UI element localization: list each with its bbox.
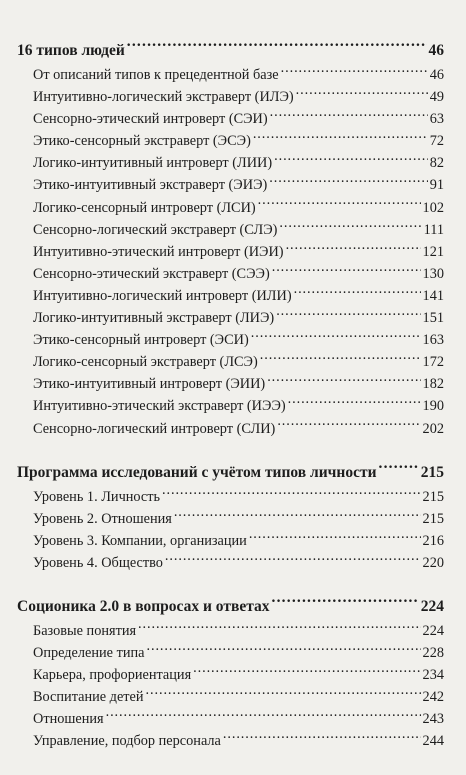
toc-item xyxy=(17,418,444,440)
dot-leader xyxy=(286,241,421,255)
dot-leader xyxy=(223,731,421,745)
toc-item-title: Отношения xyxy=(33,711,104,728)
dot-leader xyxy=(276,308,420,322)
toc-item-page: 215 xyxy=(422,510,444,527)
toc-item xyxy=(17,708,444,730)
dot-leader xyxy=(146,687,421,701)
toc-item-page: 228 xyxy=(422,645,444,662)
dot-leader xyxy=(272,595,419,611)
toc-item xyxy=(17,152,444,174)
toc-heading-title: 16 типов людей xyxy=(17,42,125,59)
dot-leader xyxy=(272,264,421,278)
toc-item-page: 234 xyxy=(422,667,444,684)
dot-leader xyxy=(277,418,420,432)
toc-item-title: Этико-интуитивный экстраверт (ЭИЭ) xyxy=(33,177,268,194)
toc-item xyxy=(17,263,444,285)
toc-item xyxy=(17,108,444,130)
toc-heading-page: 224 xyxy=(420,597,444,615)
toc-item-title: Уровень 1. Личность xyxy=(33,488,161,505)
dot-leader xyxy=(147,643,421,657)
toc-item-page: 163 xyxy=(422,332,444,349)
dot-leader xyxy=(269,175,427,189)
toc-section-socionics-qa xyxy=(17,594,444,753)
toc-item-title: Логико-интуитивный интроверт (ЛИИ) xyxy=(33,155,273,172)
toc-item-title: Сенсорно-этический интроверт (СЭИ) xyxy=(33,111,268,128)
toc-item-title: Определение типа xyxy=(33,645,145,662)
toc-item-page: 141 xyxy=(422,287,444,304)
toc-item-page: 243 xyxy=(422,711,444,728)
toc-item-page: 102 xyxy=(422,199,444,216)
toc-item-page: 82 xyxy=(429,155,444,172)
toc-item-title: От описаний типов к прецедентной базе xyxy=(33,67,279,83)
dot-leader xyxy=(270,109,428,123)
toc-item xyxy=(17,130,444,152)
toc-item-title: Сенсорно-логический интроверт (СЛИ) xyxy=(33,420,276,437)
toc-item xyxy=(17,508,444,530)
toc-item-title: Воспитание детей xyxy=(33,689,144,706)
toc-item-page: 49 xyxy=(429,89,444,106)
toc-item xyxy=(17,373,444,395)
toc-item-page: 151 xyxy=(422,310,444,327)
toc-item xyxy=(17,64,444,86)
toc-item-page: 46 xyxy=(429,67,444,83)
dot-leader xyxy=(281,65,428,79)
toc-item-title: Этико-сенсорный экстраверт (ЭСЭ) xyxy=(33,133,251,150)
dot-leader xyxy=(294,286,421,300)
toc-item-page: 121 xyxy=(422,243,444,260)
toc-heading-page: 46 xyxy=(428,42,444,59)
toc-item-page: 72 xyxy=(429,133,444,150)
toc-item xyxy=(17,351,444,373)
dot-leader xyxy=(260,352,421,366)
toc-item xyxy=(17,307,444,329)
toc-section-research-program xyxy=(17,460,444,574)
toc-item xyxy=(17,285,444,307)
dot-leader xyxy=(106,709,421,723)
toc-item xyxy=(17,197,444,219)
toc-item xyxy=(17,642,444,664)
toc-item xyxy=(17,329,444,351)
dot-leader xyxy=(251,330,421,344)
toc-item-title: Логико-интуитивный экстраверт (ЛИЭ) xyxy=(33,310,275,327)
dot-leader xyxy=(174,508,421,522)
toc-item xyxy=(17,86,444,108)
toc-item-title: Карьера, профориентация xyxy=(33,667,192,684)
toc-item xyxy=(17,686,444,708)
toc-item-title: Этико-интуитивный интроверт (ЭИИ) xyxy=(33,376,266,393)
toc-heading-page: 215 xyxy=(420,463,444,481)
toc-item-page: 91 xyxy=(429,177,444,194)
toc-item-page: 224 xyxy=(422,622,444,639)
toc-item-title: Интуитивно-логический экстраверт (ИЛЭ) xyxy=(33,89,294,106)
toc-item-page: 215 xyxy=(422,488,444,505)
toc-item-title: Уровень 4. Общество xyxy=(33,554,163,571)
toc-heading xyxy=(17,38,444,64)
toc-item-page: 244 xyxy=(422,733,444,750)
dot-leader xyxy=(267,374,420,388)
toc-item-page: 172 xyxy=(422,354,444,371)
dot-leader xyxy=(249,530,421,544)
dot-leader xyxy=(253,131,428,145)
toc-item-title: Логико-сенсорный интроверт (ЛСИ) xyxy=(33,199,256,216)
dot-leader xyxy=(296,87,428,101)
toc-item xyxy=(17,174,444,196)
toc-item-title: Базовые понятия xyxy=(33,622,137,639)
toc-item-title: Сенсорно-логический экстраверт (СЛЭ) xyxy=(33,221,278,238)
toc-item xyxy=(17,730,444,752)
toc-item xyxy=(17,219,444,241)
toc-item-title: Уровень 2. Отношения xyxy=(33,510,172,527)
toc-item-page: 63 xyxy=(429,111,444,128)
toc-item-title: Уровень 3. Компании, организации xyxy=(33,532,247,549)
toc-heading xyxy=(17,460,444,486)
toc-item-title: Логико-сенсорный экстраверт (ЛСЭ) xyxy=(33,354,258,371)
dot-leader xyxy=(279,219,421,233)
toc-item xyxy=(17,486,444,508)
toc-item-page: 111 xyxy=(423,221,444,238)
toc-item-page: 242 xyxy=(422,689,444,706)
toc-item xyxy=(17,552,444,574)
toc-item-title: Управление, подбор персонала xyxy=(33,733,221,750)
dot-leader xyxy=(165,553,421,567)
dot-leader xyxy=(138,621,421,635)
toc-item-page: 216 xyxy=(422,532,444,549)
toc-item-page: 182 xyxy=(422,376,444,393)
dot-leader xyxy=(162,486,421,500)
toc-item-title: Интуитивно-этический интроверт (ИЭИ) xyxy=(33,243,284,260)
toc-item-page: 130 xyxy=(422,265,444,282)
toc-item-page: 220 xyxy=(422,554,444,571)
toc-item-page: 190 xyxy=(422,398,444,415)
toc-item xyxy=(17,664,444,686)
toc-heading-title: Программа исследований с учётом типов личности xyxy=(17,463,377,481)
dot-leader xyxy=(288,396,421,410)
toc-heading-title: Соционика 2.0 в вопросах и ответах xyxy=(17,597,270,615)
toc-item-title: Этико-сенсорный интроверт (ЭСИ) xyxy=(33,332,249,349)
toc-item xyxy=(17,395,444,417)
toc-item xyxy=(17,241,444,263)
toc-item-title: Сенсорно-этический экстраверт (СЭЭ) xyxy=(33,265,270,282)
toc-item-title: Интуитивно-логический интроверт (ИЛИ) xyxy=(33,287,292,304)
toc-item xyxy=(17,620,444,642)
dot-leader xyxy=(127,40,427,56)
dot-leader xyxy=(193,665,420,679)
toc-item-title: Интуитивно-этический экстраверт (ИЭЭ) xyxy=(33,398,286,415)
dot-leader xyxy=(274,153,428,167)
toc-heading xyxy=(17,594,444,620)
toc-item-page: 202 xyxy=(422,420,444,437)
dot-leader xyxy=(258,197,421,211)
toc-item xyxy=(17,530,444,552)
toc-section-16-types xyxy=(17,38,444,440)
dot-leader xyxy=(379,461,419,477)
